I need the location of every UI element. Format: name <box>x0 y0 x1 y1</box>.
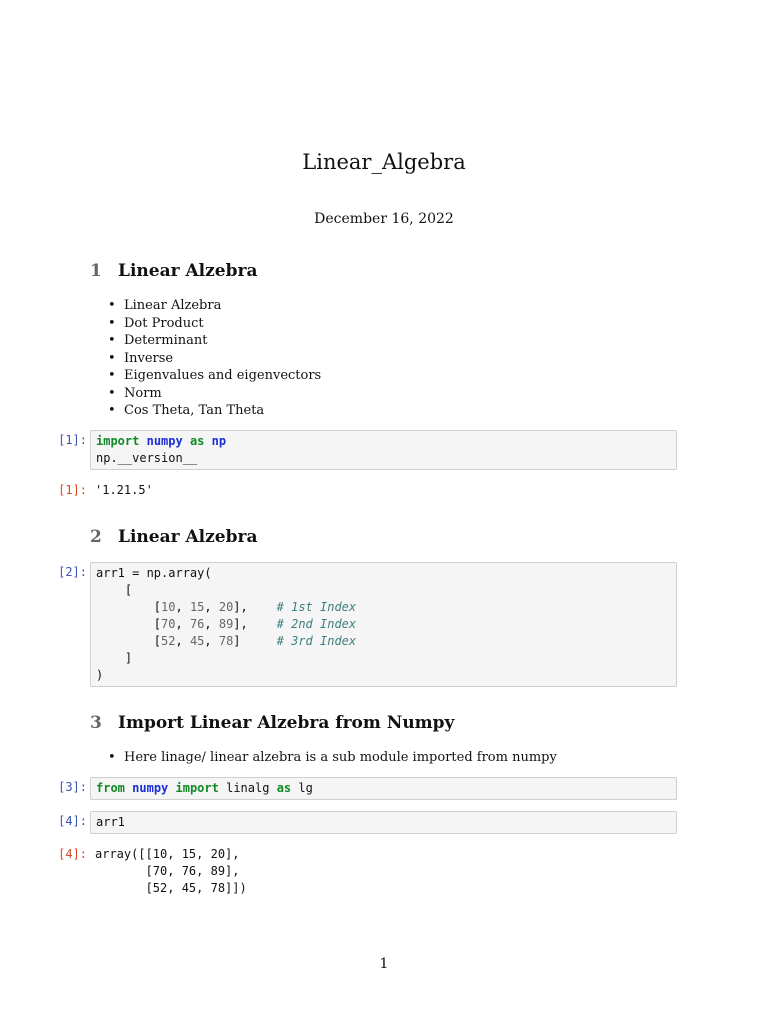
code-cell-4[interactable] <box>90 811 677 834</box>
list-item: • Cos Theta, Tan Theta <box>108 402 321 420</box>
input-prompt: [2]: <box>58 565 87 579</box>
code-block: import numpy as np np.__version__ <box>96 434 227 465</box>
code-cell-1[interactable] <box>90 430 677 470</box>
section-title: Linear Alzebra <box>118 527 258 547</box>
code-cell-3[interactable] <box>90 777 677 800</box>
cell-output: array([[10, 15, 20], [70, 76, 89], [52, 45, 78]]) <box>95 847 247 895</box>
output-prompt: [1]: <box>58 483 87 497</box>
input-prompt: [1]: <box>58 433 87 447</box>
section-number: 3 <box>90 713 102 733</box>
list-item: • Eigenvalues and eigenvectors <box>108 367 321 385</box>
input-prompt: [4]: <box>58 814 87 828</box>
section-3-bullet-list <box>108 749 557 767</box>
list-item: • Linear Alzebra <box>108 297 321 315</box>
section-1-heading <box>90 261 257 281</box>
section-1-bullet-list <box>108 297 321 420</box>
code-cell-2[interactable] <box>90 562 677 687</box>
code-block: arr1 = np.array( [ [10, 15, 20], # 1st Index [70, 76, 89], # 2nd Index [52, 45, 78] # 3rd Index ] ) <box>96 566 357 682</box>
section-number: 2 <box>90 527 102 547</box>
cell-output: '1.21.5' <box>95 483 153 497</box>
page-number: 1 <box>379 956 389 972</box>
list-item: • Dot Product <box>108 315 321 333</box>
list-item: • Inverse <box>108 350 321 368</box>
section-title: Linear Alzebra <box>118 261 258 281</box>
input-prompt: [3]: <box>58 780 87 794</box>
section-number: 1 <box>90 261 102 281</box>
document-date: December 16, 2022 <box>314 211 454 227</box>
section-2-heading <box>90 527 257 547</box>
output-prompt: [4]: <box>58 847 87 861</box>
code-block: from numpy import linalg as lg <box>96 781 313 795</box>
list-item: • Here linage/ linear alzebra is a sub module imported from numpy <box>108 749 557 767</box>
list-item: • Norm <box>108 385 321 403</box>
section-3-heading <box>90 713 454 733</box>
document-title: Linear_Algebra <box>302 150 466 174</box>
list-item: • Determinant <box>108 332 321 350</box>
code-block: arr1 <box>96 815 125 829</box>
section-title: Import Linear Alzebra from Numpy <box>118 713 455 733</box>
